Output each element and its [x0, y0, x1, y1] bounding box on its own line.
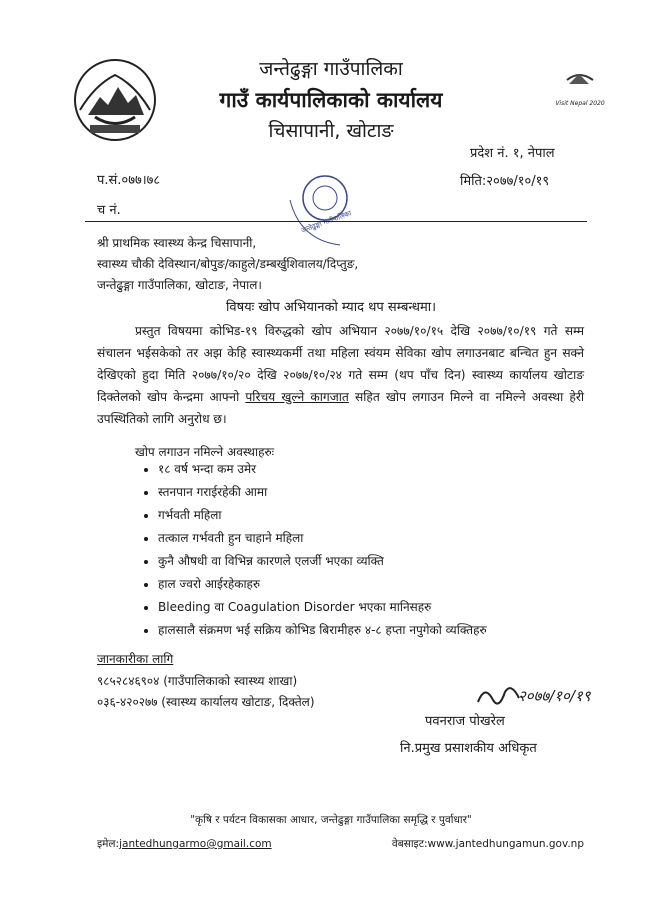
- footer-email-row: [97, 837, 272, 851]
- condition-item: • हाल ज्वरो आईरहेकाहरु: [158, 577, 487, 591]
- conditions-title: खोप लगाउन नमिल्ने अवस्थाहरुः: [135, 445, 275, 459]
- recipient-line-1: श्री प्राथमिक स्वास्थ्य केन्द्र चिसापानी,: [97, 236, 257, 250]
- condition-item: • १८ वर्ष भन्दा कम उमेर: [158, 462, 487, 476]
- condition-item: • तत्काल गर्भवती हुन चाहाने महिला: [158, 531, 487, 545]
- body-text-part2: सहित खोप लगाउन मिल्ने वा नमिल्ने अवस्था हेरी उपस्थितिको लागि अनुरोध छ।: [97, 390, 584, 426]
- visit-nepal-logo: [555, 70, 605, 110]
- reference-number: प.सं.०७७।७८: [97, 173, 161, 188]
- recipient-line-3: जन्तेढुङ्गा गाउँपालिका, खोटाङ, नेपाल।: [97, 278, 262, 292]
- email-link[interactable]: jantedhungarmo@gmail.com: [119, 838, 272, 850]
- condition-item: • Bleeding वा Coagulation Disorder भएका मानिसहरु: [158, 600, 487, 614]
- recipient-block: [97, 233, 358, 296]
- info-line-2: ०३६-४२०२७७ (स्वास्थ्य कार्यालय खोटाङ, दिक्तेल): [97, 695, 315, 709]
- condition-item: • हालसालै संक्रमण भई सक्रिय कोभिड बिरामीहरु ४-८ हप्ता नपुगेको व्यक्तिहरु: [158, 623, 487, 637]
- body-text-part1: प्रस्तुत विषयमा कोभिड-१९ विरुद्धको खोप अभियान २०७७/१०/१५ देखि २०७७/१०/१९ गते सम्म संचालन भईसकेको तर अझ केहि स्वास्थ्यकर्मी तथा महिला स्वंयम सेविका खोप लगाउनबाट बन्चित हुन सक्ने देखिएको हुदा मिति २०७७/१०/२० देखि २०७७/१०/२४ गते सम्म (थप पाँच दिन) स्वास्थ्य कार्यालय खोटाङ दिक्तेलको खोप केन्द्रमा आफ्नो: [97, 324, 584, 404]
- letter-date: मिति:२०७७/१०/१९: [460, 174, 550, 189]
- municipality-name: जन्तेढुङ्गा गाउँपालिका: [259, 58, 403, 80]
- body-paragraph: [97, 320, 584, 430]
- recipient-line-2: स्वास्थ्य चौकी देविस्थान/बोपुङ/काहुले/डम्बर्खुशिवालय/दिप्तुङ,: [97, 257, 359, 271]
- office-address: चिसापानी, खोटाङ: [268, 120, 394, 142]
- visit-nepal-text: Visit Nepal 2020: [555, 100, 605, 107]
- stamp-text: जन्तेढुङ्गा गाउँपालिका: [300, 209, 353, 235]
- info-line-1: ९८५२८४६९०४ (गाउँपालिकाको स्वास्थ्य शाखा): [97, 674, 298, 688]
- conditions-list: [142, 462, 487, 646]
- signatory-name: पवनराज पोखरेल: [425, 714, 505, 729]
- subject: विषयः खोप अभियानको म्याद थप सम्बन्धमा।: [225, 300, 437, 315]
- province: प्रदेश नं. १, नेपाल: [470, 146, 555, 161]
- condition-item: • कुनै औषधी वा विभिन्न कारणले एलर्जी भएका व्यक्ति: [158, 554, 487, 568]
- dispatch-number: च नं.: [97, 203, 121, 218]
- signatory-title: नि.प्रमुख प्रसाशकीय अधिकृत: [400, 741, 537, 756]
- info-title: जानकारीका लागि: [97, 652, 174, 666]
- condition-item: • स्तनपान गराईरहेकी आमा: [158, 485, 487, 499]
- signature-date: २०७७/१०/१९: [518, 687, 591, 705]
- office-name: गाउँ कार्यपालिकाको कार्यालय: [219, 88, 443, 112]
- email-label: इमेल:: [97, 838, 120, 850]
- footer-slogan: "कृषि र पर्यटन विकासका आधार, जन्तेढुङ्गा गाउँपालिका समृद्धि र पुर्वाधार": [190, 814, 472, 826]
- condition-item: • गर्भवती महिला: [158, 508, 487, 522]
- body-underlined: परिचय खुल्ने कागजात: [245, 390, 349, 404]
- header-divider: [85, 221, 587, 222]
- footer-website: वेबसाइट:www.jantedhungamun.gov.np: [391, 838, 584, 850]
